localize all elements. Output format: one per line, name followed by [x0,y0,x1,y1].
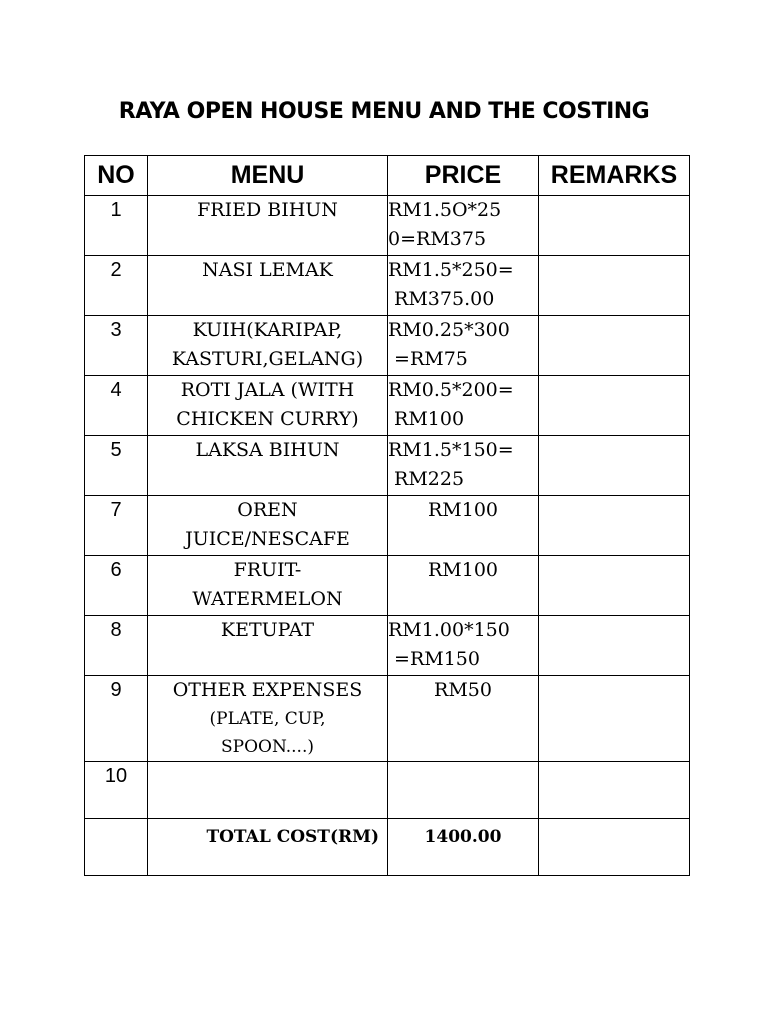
menu-line: KASTURI,GELANG) [171,348,364,370]
row-no: 6 [85,556,148,616]
price-line: 0=RM375 [388,228,487,250]
menu-line: SPOON....) [221,737,314,757]
header-no: NO [85,156,148,196]
row-price: RM50 [388,676,539,762]
row-menu [148,556,388,616]
row-remarks [539,196,690,256]
row-price [388,196,539,256]
table-row [85,762,690,819]
price-line: RM1.5*250= [388,259,514,281]
row-no: 7 [85,496,148,556]
price-line: RM100 [427,559,499,581]
price-line: RM1.5O*25 [388,199,502,221]
total-label: TOTAL COST(RM) [148,819,388,876]
row-menu [148,316,388,376]
table-row [85,616,690,676]
row-price [388,316,539,376]
table-row [85,376,690,436]
row-no: 9 [85,676,148,762]
header-menu: MENU [148,156,388,196]
row-no: 10 [85,762,148,819]
price-line: RM100 [388,408,465,430]
table-row [85,196,690,256]
row-no: 1 [85,196,148,256]
row-remarks [539,616,690,676]
page-title: RAYA OPEN HOUSE MENU AND THE COSTING [118,99,650,124]
row-menu [148,436,388,496]
price-line: RM0.25*300 [388,319,510,341]
price-line: RM1.00*150 [388,619,510,641]
row-remarks [539,556,690,616]
menu-line: WATERMELON [192,588,343,610]
table-row [85,676,690,762]
table-row [85,436,690,496]
price-line: RM375.00 [388,288,495,310]
price-line: =RM75 [388,348,468,370]
table-row [85,496,690,556]
row-remarks [539,762,690,819]
menu-line: ROTI JALA (WITH [180,379,355,401]
menu-line: LAKSA BIHUN [195,439,340,461]
menu-line: KUIH(KARIPAP, [192,319,343,341]
row-menu [148,762,388,819]
header-remarks: REMARKS [539,156,690,196]
price-line: RM225 [388,468,465,490]
row-remarks [539,496,690,556]
row-menu [148,616,388,676]
row-remarks [539,316,690,376]
menu-line: FRIED BIHUN [197,199,338,221]
row-remarks [539,676,690,762]
menu-line: JUICE/NESCAFE [185,528,350,550]
row-price [388,256,539,316]
row-remarks [539,436,690,496]
row-no: 8 [85,616,148,676]
row-price [388,496,539,556]
row-remarks [539,256,690,316]
total-remarks [539,819,690,876]
row-no: 3 [85,316,148,376]
costing-table [84,155,690,876]
price-line: RM0.5*200= [388,379,514,401]
table-row [85,556,690,616]
row-price [388,556,539,616]
menu-line: NASI LEMAK [202,259,333,281]
table-header-row [85,156,690,196]
row-menu [148,196,388,256]
total-row [85,819,690,876]
header-price: PRICE [388,156,539,196]
menu-line: KETUPAT [220,619,315,641]
row-menu [148,256,388,316]
row-no: 2 [85,256,148,316]
total-no [85,819,148,876]
row-remarks [539,376,690,436]
menu-line: OREN [237,499,298,521]
row-menu [148,676,388,762]
row-no: 5 [85,436,148,496]
table-row [85,256,690,316]
row-no: 4 [85,376,148,436]
menu-line: FRUIT- [233,559,302,581]
price-line: RM100 [427,499,499,521]
table-row [85,316,690,376]
menu-line: (PLATE, CUP, [209,709,326,729]
row-price [388,616,539,676]
price-line: =RM150 [388,648,480,670]
row-menu [148,496,388,556]
menu-line: OTHER EXPENSES [172,679,363,701]
total-value: 1400.00 [388,819,539,876]
row-price [388,436,539,496]
menu-line: CHICKEN CURRY) [176,408,359,430]
price-line: RM1.5*150= [388,439,514,461]
row-price [388,376,539,436]
row-price [388,762,539,819]
row-menu [148,376,388,436]
